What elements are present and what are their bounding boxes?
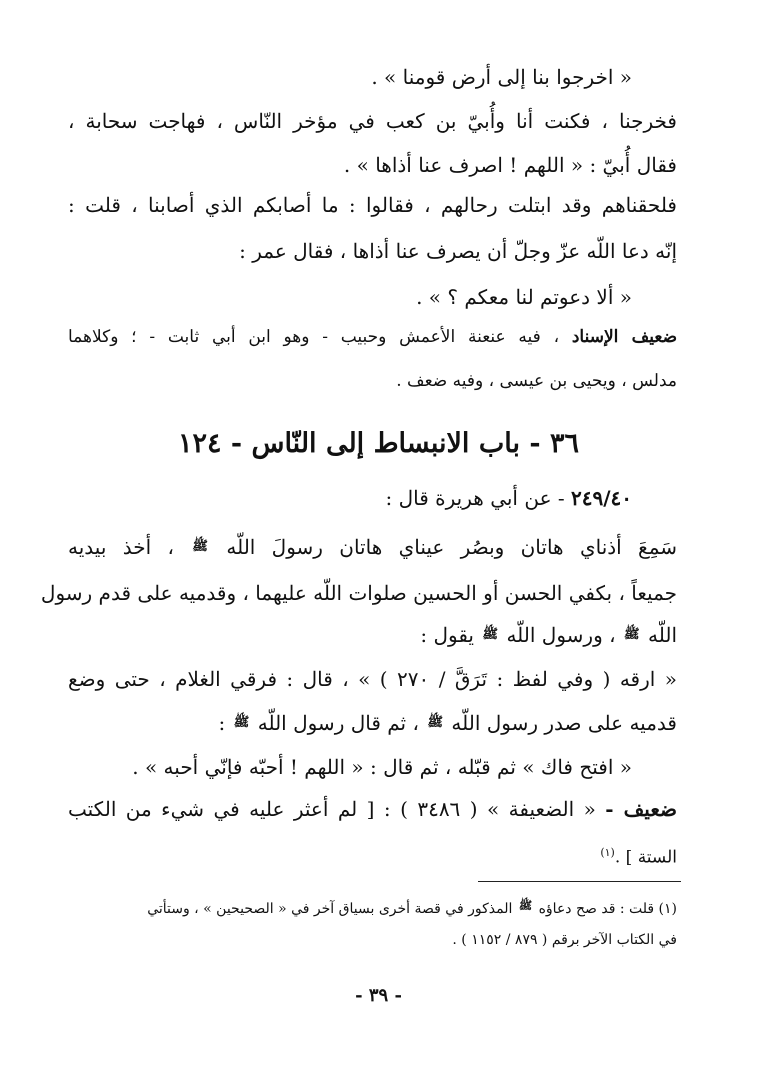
text: ، فيه عنعنة الأعمش وحبيب - وهو ابن أبي ثابت - ؛ وكلاهما — [68, 327, 560, 347]
text: ، أخذ بيديه — [68, 535, 174, 559]
text-line — [396, 366, 677, 396]
salutation-glyph: ﷺ — [427, 715, 444, 730]
text-line — [68, 190, 677, 220]
text-line — [420, 620, 677, 650]
text: فقال أُبيّ : « اللهم ! اصرف عنا أذاها » . — [343, 153, 677, 177]
grading-line — [68, 794, 677, 824]
text: المذكور في قصة أخرى بسياق آخر في « الصحيحين » ، وستأتي — [147, 901, 513, 917]
text-line — [219, 708, 677, 738]
text: « ألا دعوتم لنا معكم ؟ » . — [416, 285, 632, 309]
text: مدلس ، ويحيى بن عيسى ، وفيه ضعف . — [396, 371, 677, 391]
text-line — [600, 838, 677, 873]
grading-label: ضعيف الإسناد — [571, 327, 678, 347]
text: اللّه — [648, 623, 677, 647]
text: « ارقه ( وفي لفظ : تَرَقَّ / ٢٧٠ ) » ، قال : فرقي الغلام ، حتى وضع — [68, 667, 677, 691]
text-line — [371, 62, 632, 92]
text: « الضعيفة » ( ٣٤٨٦ ) : [ لم أعثر عليه في شيء من الكتب — [68, 797, 596, 821]
text-line — [68, 664, 677, 694]
text-line — [132, 752, 632, 782]
footnote-line — [147, 894, 677, 921]
text: « افتح فاك » ثم قبّله ، ثم قال : « اللهم ! أحبّه فإنّي أحبه » . — [132, 755, 632, 779]
footnote-line — [452, 928, 677, 952]
text-line — [239, 236, 677, 266]
text: سَمِعَ أذناي هاتان وبصُر عيناي هاتان رسولَ اللّه — [226, 535, 678, 559]
text: إنّه دعا اللّه عزّ وجلّ أن يصرف عنا أذاها ، فقال عمر : — [239, 239, 677, 263]
salutation-glyph: ﷺ — [482, 627, 499, 642]
text: : — [218, 711, 226, 735]
text-line — [68, 532, 677, 562]
hadith-number-line — [386, 483, 632, 513]
text: فخرجنا ، فكنت أنا وأُبيّ بن كعب في مؤخر النّاس ، فهاجت سحابة ، — [68, 109, 677, 133]
salutation-glyph: ﷺ — [518, 899, 533, 912]
salutation-glyph: ﷺ — [233, 715, 250, 730]
page-number: - ٣٩ - — [355, 985, 402, 1006]
text: « اخرجوا بنا إلى أرض قومنا » . — [371, 65, 632, 89]
text: ، ثم قال رسول اللّه — [257, 711, 419, 735]
text: - عن أبي هريرة قال : — [385, 486, 565, 510]
text: يقول : — [420, 623, 475, 647]
text: الستة ] . — [614, 847, 677, 868]
footnote-marker: (١) — [600, 846, 615, 859]
text-line — [40, 578, 677, 608]
salutation-glyph: ﷺ — [192, 539, 208, 554]
text-line — [344, 150, 677, 180]
hadith-number: ٢٤٩/٤٠ — [570, 486, 632, 510]
text: (١) قلت : قد صح دعاؤه — [538, 901, 677, 917]
text: جميعاً ، بكفي الحسن أو الحسين صلوات اللّه عليهما ، وقدميه على قدم رسول — [40, 581, 677, 605]
text-line — [68, 106, 677, 136]
footnote-divider — [478, 881, 681, 882]
text: في الكتاب الآخر برقم ( ٨٧٩ / ١١٥٢ ) . — [452, 932, 677, 948]
text: قدميه على صدر رسول اللّه — [451, 711, 677, 735]
grading-label: ضعيف - — [605, 797, 677, 821]
text: فلحقناهم وقد ابتلت رحالهم ، فقالوا : ما أصابكم الذي أصابنا ، قلت : — [68, 193, 677, 217]
chapter-title: ٣٦ - باب الانبساط إلى النّاس - ١٢٤ — [177, 428, 580, 459]
text: ، ورسول اللّه — [506, 623, 616, 647]
grading-line — [68, 322, 677, 352]
salutation-glyph: ﷺ — [623, 627, 640, 642]
text-line — [416, 282, 632, 312]
